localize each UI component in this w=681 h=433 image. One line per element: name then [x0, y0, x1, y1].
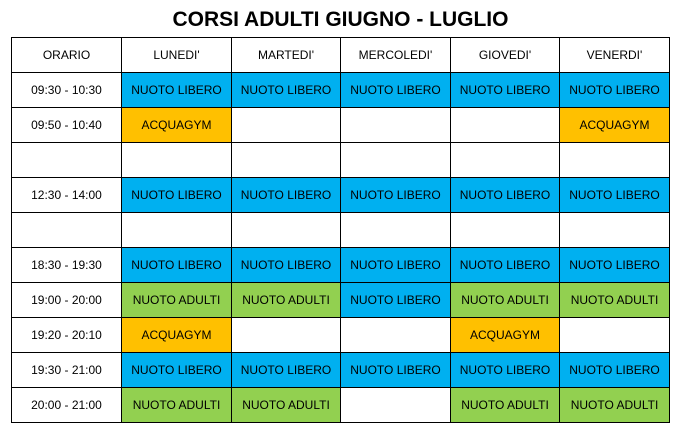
activity-cell	[232, 213, 341, 248]
time-cell	[12, 213, 122, 248]
activity-cell	[451, 213, 560, 248]
activity-cell: ACQUAGYM	[560, 108, 670, 143]
activity-cell	[341, 143, 451, 178]
activity-cell: NUOTO ADULTI	[560, 388, 670, 423]
time-cell: 12:30 - 14:00	[12, 178, 122, 213]
activity-cell	[341, 388, 451, 423]
activity-cell: ACQUAGYM	[122, 318, 232, 353]
header-martedi: MARTEDI'	[232, 38, 341, 73]
schedule-body	[12, 73, 670, 423]
activity-cell	[122, 213, 232, 248]
activity-cell: NUOTO LIBERO	[122, 248, 232, 283]
activity-cell: ACQUAGYM	[122, 108, 232, 143]
table-row	[12, 108, 670, 143]
header-giovedi: GIOVEDI'	[451, 38, 560, 73]
header-orario: ORARIO	[12, 38, 122, 73]
activity-cell	[341, 108, 451, 143]
activity-cell	[451, 108, 560, 143]
activity-cell: NUOTO ADULTI	[122, 388, 232, 423]
activity-cell	[232, 318, 341, 353]
activity-cell: NUOTO LIBERO	[232, 73, 341, 108]
activity-cell: NUOTO LIBERO	[451, 73, 560, 108]
table-row	[12, 318, 670, 353]
time-cell: 09:50 - 10:40	[12, 108, 122, 143]
activity-cell: NUOTO LIBERO	[560, 73, 670, 108]
activity-cell: NUOTO ADULTI	[451, 283, 560, 318]
activity-cell	[560, 213, 670, 248]
activity-cell: NUOTO LIBERO	[341, 283, 451, 318]
time-cell: 18:30 - 19:30	[12, 248, 122, 283]
activity-cell: NUOTO LIBERO	[451, 178, 560, 213]
header-mercoledi: MERCOLEDI'	[341, 38, 451, 73]
activity-cell: NUOTO LIBERO	[451, 353, 560, 388]
activity-cell	[341, 318, 451, 353]
time-cell: 19:00 - 20:00	[12, 283, 122, 318]
activity-cell: ACQUAGYM	[451, 318, 560, 353]
activity-cell: NUOTO ADULTI	[232, 283, 341, 318]
activity-cell: NUOTO LIBERO	[122, 178, 232, 213]
time-cell: 19:20 - 20:10	[12, 318, 122, 353]
header-lunedi: LUNEDI'	[122, 38, 232, 73]
activity-cell: NUOTO ADULTI	[560, 283, 670, 318]
activity-cell: NUOTO LIBERO	[232, 248, 341, 283]
table-row	[12, 73, 670, 108]
activity-cell	[232, 108, 341, 143]
activity-cell: NUOTO LIBERO	[341, 73, 451, 108]
activity-cell: NUOTO LIBERO	[341, 248, 451, 283]
activity-cell	[341, 213, 451, 248]
activity-cell	[232, 143, 341, 178]
activity-cell: NUOTO ADULTI	[451, 388, 560, 423]
activity-cell	[122, 143, 232, 178]
table-row	[12, 353, 670, 388]
table-row	[12, 213, 670, 248]
table-row	[12, 178, 670, 213]
activity-cell: NUOTO LIBERO	[341, 353, 451, 388]
activity-cell: NUOTO LIBERO	[232, 353, 341, 388]
activity-cell: NUOTO LIBERO	[341, 178, 451, 213]
activity-cell: NUOTO LIBERO	[560, 353, 670, 388]
activity-cell	[560, 143, 670, 178]
header-row	[12, 38, 670, 73]
activity-cell	[560, 318, 670, 353]
time-cell	[12, 143, 122, 178]
activity-cell: NUOTO ADULTI	[232, 388, 341, 423]
activity-cell	[451, 143, 560, 178]
activity-cell: NUOTO LIBERO	[122, 73, 232, 108]
table-row	[12, 143, 670, 178]
table-row	[12, 388, 670, 423]
time-cell: 19:30 - 21:00	[12, 353, 122, 388]
header-venerdi: VENERDI'	[560, 38, 670, 73]
activity-cell: NUOTO ADULTI	[122, 283, 232, 318]
activity-cell: NUOTO LIBERO	[122, 353, 232, 388]
activity-cell: NUOTO LIBERO	[451, 248, 560, 283]
activity-cell: NUOTO LIBERO	[560, 178, 670, 213]
activity-cell: NUOTO LIBERO	[560, 248, 670, 283]
table-row	[12, 248, 670, 283]
schedule-table	[11, 37, 670, 423]
time-cell: 20:00 - 21:00	[12, 388, 122, 423]
activity-cell: NUOTO LIBERO	[232, 178, 341, 213]
time-cell: 09:30 - 10:30	[12, 73, 122, 108]
page-title: CORSI ADULTI GIUGNO - LUGLIO	[172, 8, 509, 31]
table-row	[12, 283, 670, 318]
